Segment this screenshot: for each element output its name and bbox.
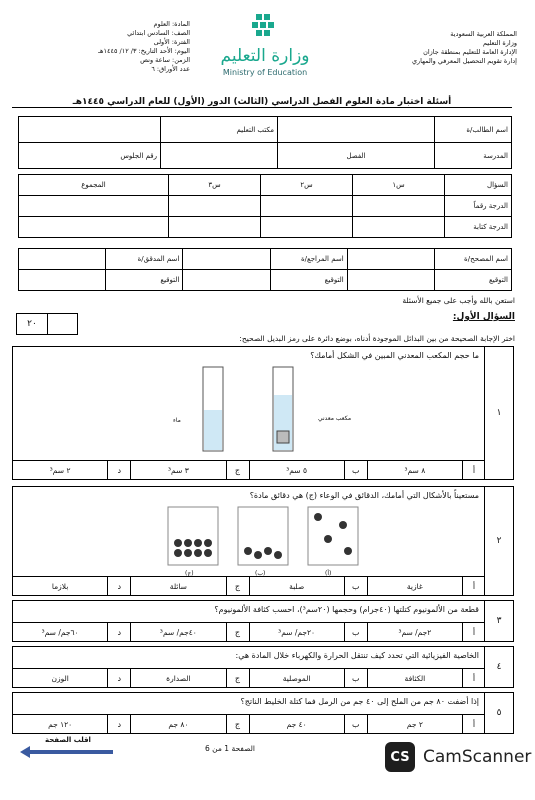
option-letter[interactable]: ب — [344, 715, 367, 733]
grade-cell[interactable] — [261, 217, 353, 238]
question-options — [13, 460, 485, 479]
option-letter[interactable]: ج — [226, 715, 249, 733]
option-text[interactable]: سائلة — [130, 577, 225, 595]
option-letter[interactable]: د — [107, 715, 130, 733]
school-label: المدرسة — [435, 143, 512, 169]
signature-label: التوقيع — [435, 270, 512, 291]
exam-info-line: المادة: العلوم — [153, 20, 190, 28]
option-text[interactable]: الصدارة — [130, 669, 225, 687]
header-line: وزارة التعليم — [482, 39, 517, 47]
header-line: الإدارة العامة للتعليم بمنطقة جازان — [423, 48, 517, 56]
grade-cell[interactable] — [19, 217, 169, 238]
option-text[interactable]: ٣ سم³ — [130, 461, 225, 479]
question-text: ما حجم المكعب المعدني المبين في الشكل أمامك؟ — [310, 351, 479, 360]
turn-page — [18, 736, 118, 763]
grades-header-q2: س٢ — [261, 175, 353, 196]
option-letter[interactable]: د — [107, 461, 130, 479]
question-text: مستعيناً بالأشكال التي أمامك، الدقائق في الوعاء (ج) هي دقائق مادة؟ — [249, 491, 479, 500]
option-text[interactable]: غازية — [367, 577, 462, 595]
option-letter[interactable]: ج — [226, 623, 249, 641]
question-text: قطعة من الألمونيوم كتلتها (٤٠جرام) وحجمها (٢٠سم³)، احسب كثافة الألمونيوم؟ — [214, 605, 479, 614]
option-text[interactable]: ١٢٠ جم — [48, 719, 73, 729]
class-label: الفصل — [278, 143, 435, 169]
page-number: الصفحة 1 من 6 — [205, 744, 255, 753]
question-number: ٥ — [484, 693, 513, 733]
option-letter[interactable]: أ — [462, 715, 485, 733]
option-letter[interactable]: ب — [344, 577, 367, 595]
exam-info-line: الزمن: ساعة ونص — [140, 56, 190, 64]
section-score-box — [16, 313, 78, 335]
reviewer-field[interactable] — [183, 249, 270, 270]
grade-cell[interactable] — [353, 217, 445, 238]
ministry-logo — [190, 12, 340, 80]
option-letter[interactable]: أ — [462, 577, 485, 595]
option-letter[interactable]: أ — [462, 623, 485, 641]
particles-figure-icon — [163, 503, 363, 569]
corrector-label: اسم المصحح/ة — [435, 249, 512, 270]
question-3 — [12, 600, 514, 642]
question-options — [13, 668, 485, 687]
checker-label: اسم المدقق/ة — [106, 249, 183, 270]
grades-header-question: السؤال — [445, 175, 512, 196]
exam-title: أسئلة اختبار مادة العلوم الفصل الدراسي (الثالث) الدور (الأول) للعام الدراسي ١٤٤٥هـ — [12, 97, 512, 108]
option-text[interactable]: بلازما — [51, 581, 69, 591]
question-options — [13, 622, 485, 641]
option-letter[interactable]: د — [107, 623, 130, 641]
grade-cell[interactable] — [353, 196, 445, 217]
header-line: إدارة تقويم التحصيل المعرفي والمهاري — [411, 57, 517, 65]
exam-info-line: عدد الأوراق: ٦ — [151, 65, 190, 73]
option-letter[interactable]: ب — [344, 461, 367, 479]
option-text[interactable]: صلبة — [249, 577, 344, 595]
arrow-left-icon — [18, 745, 118, 759]
figure-label-cube: مكعب معدني — [318, 415, 352, 422]
question-5 — [12, 692, 514, 734]
question-1 — [12, 346, 514, 480]
exam-info-line: الصف: السادس ابتدائي — [127, 29, 190, 37]
grades-table — [18, 174, 512, 238]
option-letter[interactable]: د — [107, 577, 130, 595]
logo-english-text: Ministry of Education — [222, 68, 308, 77]
ministry-header — [367, 30, 517, 66]
office-field[interactable] — [19, 117, 161, 143]
option-text[interactable]: ٥ سم³ — [249, 461, 344, 479]
section-instruction: اختر الإجابة الصحيحة من بين البدائل الموجودة أدناه، بوضع دائرة على رمز البديل الصحيح: — [239, 334, 515, 343]
option-letter[interactable]: أ — [462, 669, 485, 687]
option-text[interactable]: ٨ سم³ — [367, 461, 462, 479]
option-text[interactable]: ٢ جم — [367, 715, 462, 733]
option-letter[interactable]: ج — [226, 461, 249, 479]
grades-header-q3: س٣ — [169, 175, 261, 196]
class-field[interactable] — [161, 143, 278, 169]
option-letter[interactable]: ب — [344, 669, 367, 687]
grades-row-numbers-label: الدرجة رقماً — [445, 196, 512, 217]
signature-field[interactable] — [347, 270, 434, 291]
figure-label-c: (ج) — [185, 570, 194, 577]
section-score: ٢٠ — [17, 314, 48, 334]
option-text[interactable]: الوزن — [51, 673, 69, 683]
option-letter[interactable]: د — [107, 669, 130, 687]
question-2 — [12, 486, 514, 596]
cylinder-figure-icon — [193, 365, 313, 457]
signature-label: التوقيع — [106, 270, 183, 291]
option-letter[interactable]: ج — [226, 577, 249, 595]
exam-info-line: الفترة: الأولى — [153, 38, 190, 46]
camscanner-text: CamScanner — [423, 747, 532, 767]
grade-cell[interactable] — [261, 196, 353, 217]
option-text[interactable]: الموصلية — [249, 669, 344, 687]
name-label: اسم الطالب/ة — [435, 117, 512, 143]
question-options — [13, 714, 485, 733]
question-4 — [12, 646, 514, 688]
seat-label: رقم الجلوس — [19, 143, 161, 169]
option-text[interactable]: الكثافة — [367, 669, 462, 687]
question-number: ٢ — [484, 487, 513, 595]
question-text: إذا أضفت ٨٠ جم من الملح إلى ٤٠ جم من الرمل فما كتلة الخليط الناتج؟ — [240, 697, 479, 706]
option-letter[interactable]: أ — [462, 461, 485, 479]
grade-cell[interactable] — [169, 196, 261, 217]
figure-label-water: ماء — [173, 417, 181, 424]
question-options — [13, 576, 485, 595]
option-text[interactable]: ٨٠ جم — [130, 715, 225, 733]
signature-field[interactable] — [183, 270, 270, 291]
header-line: المملكة العربية السعودية — [450, 30, 517, 38]
exam-info-line: اليوم: الأحد التاريخ: ٣/ ١٢/ ١٤٤٥هـ — [98, 47, 190, 55]
exam-info — [60, 20, 190, 74]
question-number: ٣ — [484, 601, 513, 641]
graders-table — [18, 248, 512, 291]
grades-header-total: المجموع — [19, 175, 169, 196]
section-title: السؤال الأول: — [452, 312, 515, 322]
question-text: الخاصية الفيزيائية التي تحدد كيف تنتقل الحرارة والكهرباء خلال المادة هي: — [235, 651, 479, 660]
checker-field[interactable] — [19, 249, 106, 270]
camscanner-logo: CS — [385, 742, 415, 772]
office-label: مكتب التعليم — [161, 117, 278, 143]
signature-label: التوقيع — [270, 270, 347, 291]
reviewer-label: اسم المراجع/ة — [270, 249, 347, 270]
option-text[interactable]: ٤٠ جم — [249, 715, 344, 733]
option-letter[interactable]: ب — [344, 623, 367, 641]
corrector-field[interactable] — [347, 249, 434, 270]
turn-page-label: اقلب الصفحة — [45, 736, 91, 744]
logo-arabic-text: وزارة التعليم — [220, 46, 310, 66]
grades-row-words-label: الدرجة كتابة — [445, 217, 512, 238]
option-text[interactable]: ٦٠جم/ سم³ — [41, 627, 79, 637]
general-instructions: استعن بالله وأجب على جميع الأسئلة — [402, 296, 515, 305]
figure-label-a: (أ) — [325, 570, 332, 577]
option-letter[interactable]: ج — [226, 669, 249, 687]
option-text[interactable]: ٤٠جم/ سم³ — [130, 623, 225, 641]
question-number: ١ — [484, 347, 513, 479]
camscanner-watermark — [385, 742, 531, 772]
option-text[interactable]: ٢٠جم/ سم³ — [249, 623, 344, 641]
student-info-table — [18, 116, 512, 169]
option-text[interactable]: ٢ سم³ — [49, 465, 71, 475]
option-text[interactable]: ٢جم/ سم³ — [367, 623, 462, 641]
grades-header-q1: س١ — [353, 175, 445, 196]
grade-cell[interactable] — [19, 196, 169, 217]
question-number: ٤ — [484, 647, 513, 687]
signature-field[interactable] — [19, 270, 106, 291]
grade-cell[interactable] — [169, 217, 261, 238]
name-field[interactable] — [278, 117, 435, 143]
figure-label-b: (ب) — [255, 570, 266, 577]
